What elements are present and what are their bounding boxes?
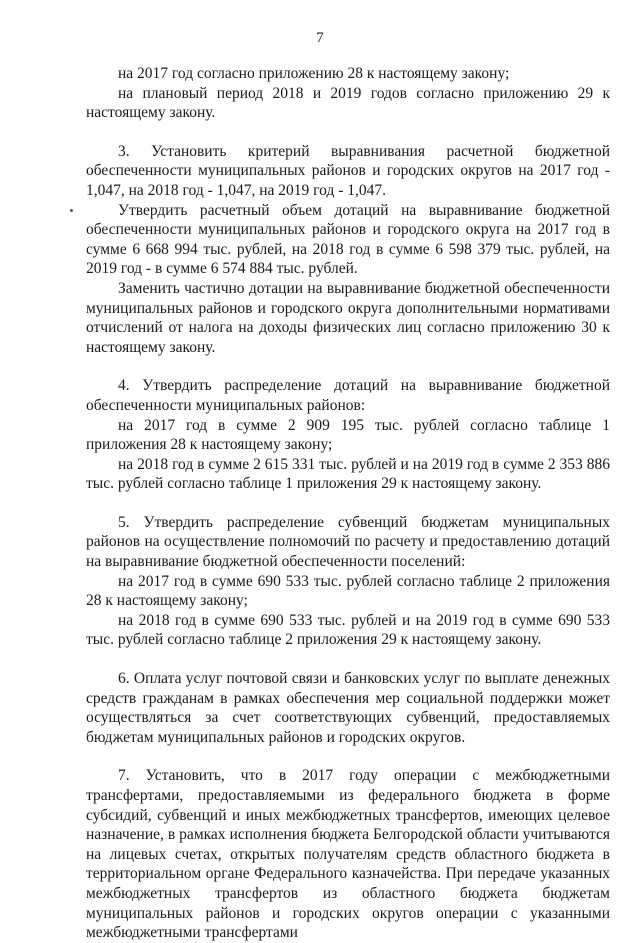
paragraph: на 2017 год согласно приложению 28 к настоящему закону; — [118, 65, 510, 82]
stray-mark — [70, 209, 73, 212]
paragraph: на 2017 год в сумме 690 533 тыс. рублей согласно таблице 2 приложения 28 к настоящему закону; — [86, 572, 610, 610]
paragraph-item-3: 3. Установить критерий выравнивания расчетной бюджетной обеспеченности муниципальных районов и городских округов на 2017 год - 1,047, на 2018 год - 1,047, на 2019 год - 1,047. — [86, 142, 610, 199]
paragraph: на 2018 год в сумме 2 615 331 тыс. рублей и на 2019 год в сумме 2 353 886 тыс. рублей согласно таблице 1 приложения 29 к настоящему закону. — [86, 455, 610, 493]
page-number: 7 — [316, 30, 324, 46]
paragraph: на плановый период 2018 и 2019 годов согласно приложению 29 к настоящему закону. — [86, 84, 610, 122]
paragraph: Утвердить расчетный объем дотаций на выравнивание бюджетной обеспеченности муниципальных районов и городского округа на 2017 год в сумме 6 668 994 тыс. рублей, на 2018 год в сумме 6 598 379 тыс. рублей, на 2019 год - в сумме 6 574 884 тыс. рублей. — [86, 201, 610, 278]
paragraph-item-7: 7. Установить, что в 2017 году операции с межбюджетными трансфертами, предоставляемыми из федерального бюджета в форме субсидий, субвенций и иных межбюджетных трансфертов, имеющих целевое назначение, в рамках исполнения бюджета Белгородской области учитываются на лицевых счетах, открытых получателям средств областного бюджета в территориальном органе Федерального казначейства. При передаче указанных межбюджетных трансфертов из областного бюджета бюджетам муниципальных районов и городских округов операции с указанными межбюджетными трансфертами — [86, 767, 610, 942]
document-body — [86, 64, 610, 943]
paragraph: на 2017 год в сумме 2 909 195 тыс. рублей согласно таблице 1 приложения 28 к настоящему закону; — [86, 416, 610, 454]
paragraph: на 2018 год в сумме 690 533 тыс. рублей и на 2019 год в сумме 690 533 тыс. рублей согласно таблице 2 приложения 29 к настоящему закону. — [86, 611, 610, 649]
paragraph-item-6: 6. Оплата услуг почтовой связи и банковских услуг по выплате денежных средств гражданам в рамках обеспечения мер социальной поддержки может осуществляться за счет соответствующих субвенций, предоставляемых бюджетам муниципальных районов и городских округов. — [86, 670, 610, 746]
paragraph: Заменить частично дотации на выравнивание бюджетной обеспеченности муниципальных районов и городского округа дополнительными нормативами отчислений от налога на доходы физических лиц согласно приложению 30 к настоящему закону. — [86, 279, 610, 356]
paragraph-item-5: 5. Утвердить распределение субвенций бюджетам муниципальных районов на осуществление полномочий по расчету и предоставлению дотаций на выравнивание бюджетной обеспеченности поселений: — [86, 513, 610, 571]
paragraph-item-4: 4. Утвердить распределение дотаций на выравнивание бюджетной обеспеченности муниципальных районов: — [86, 377, 610, 414]
